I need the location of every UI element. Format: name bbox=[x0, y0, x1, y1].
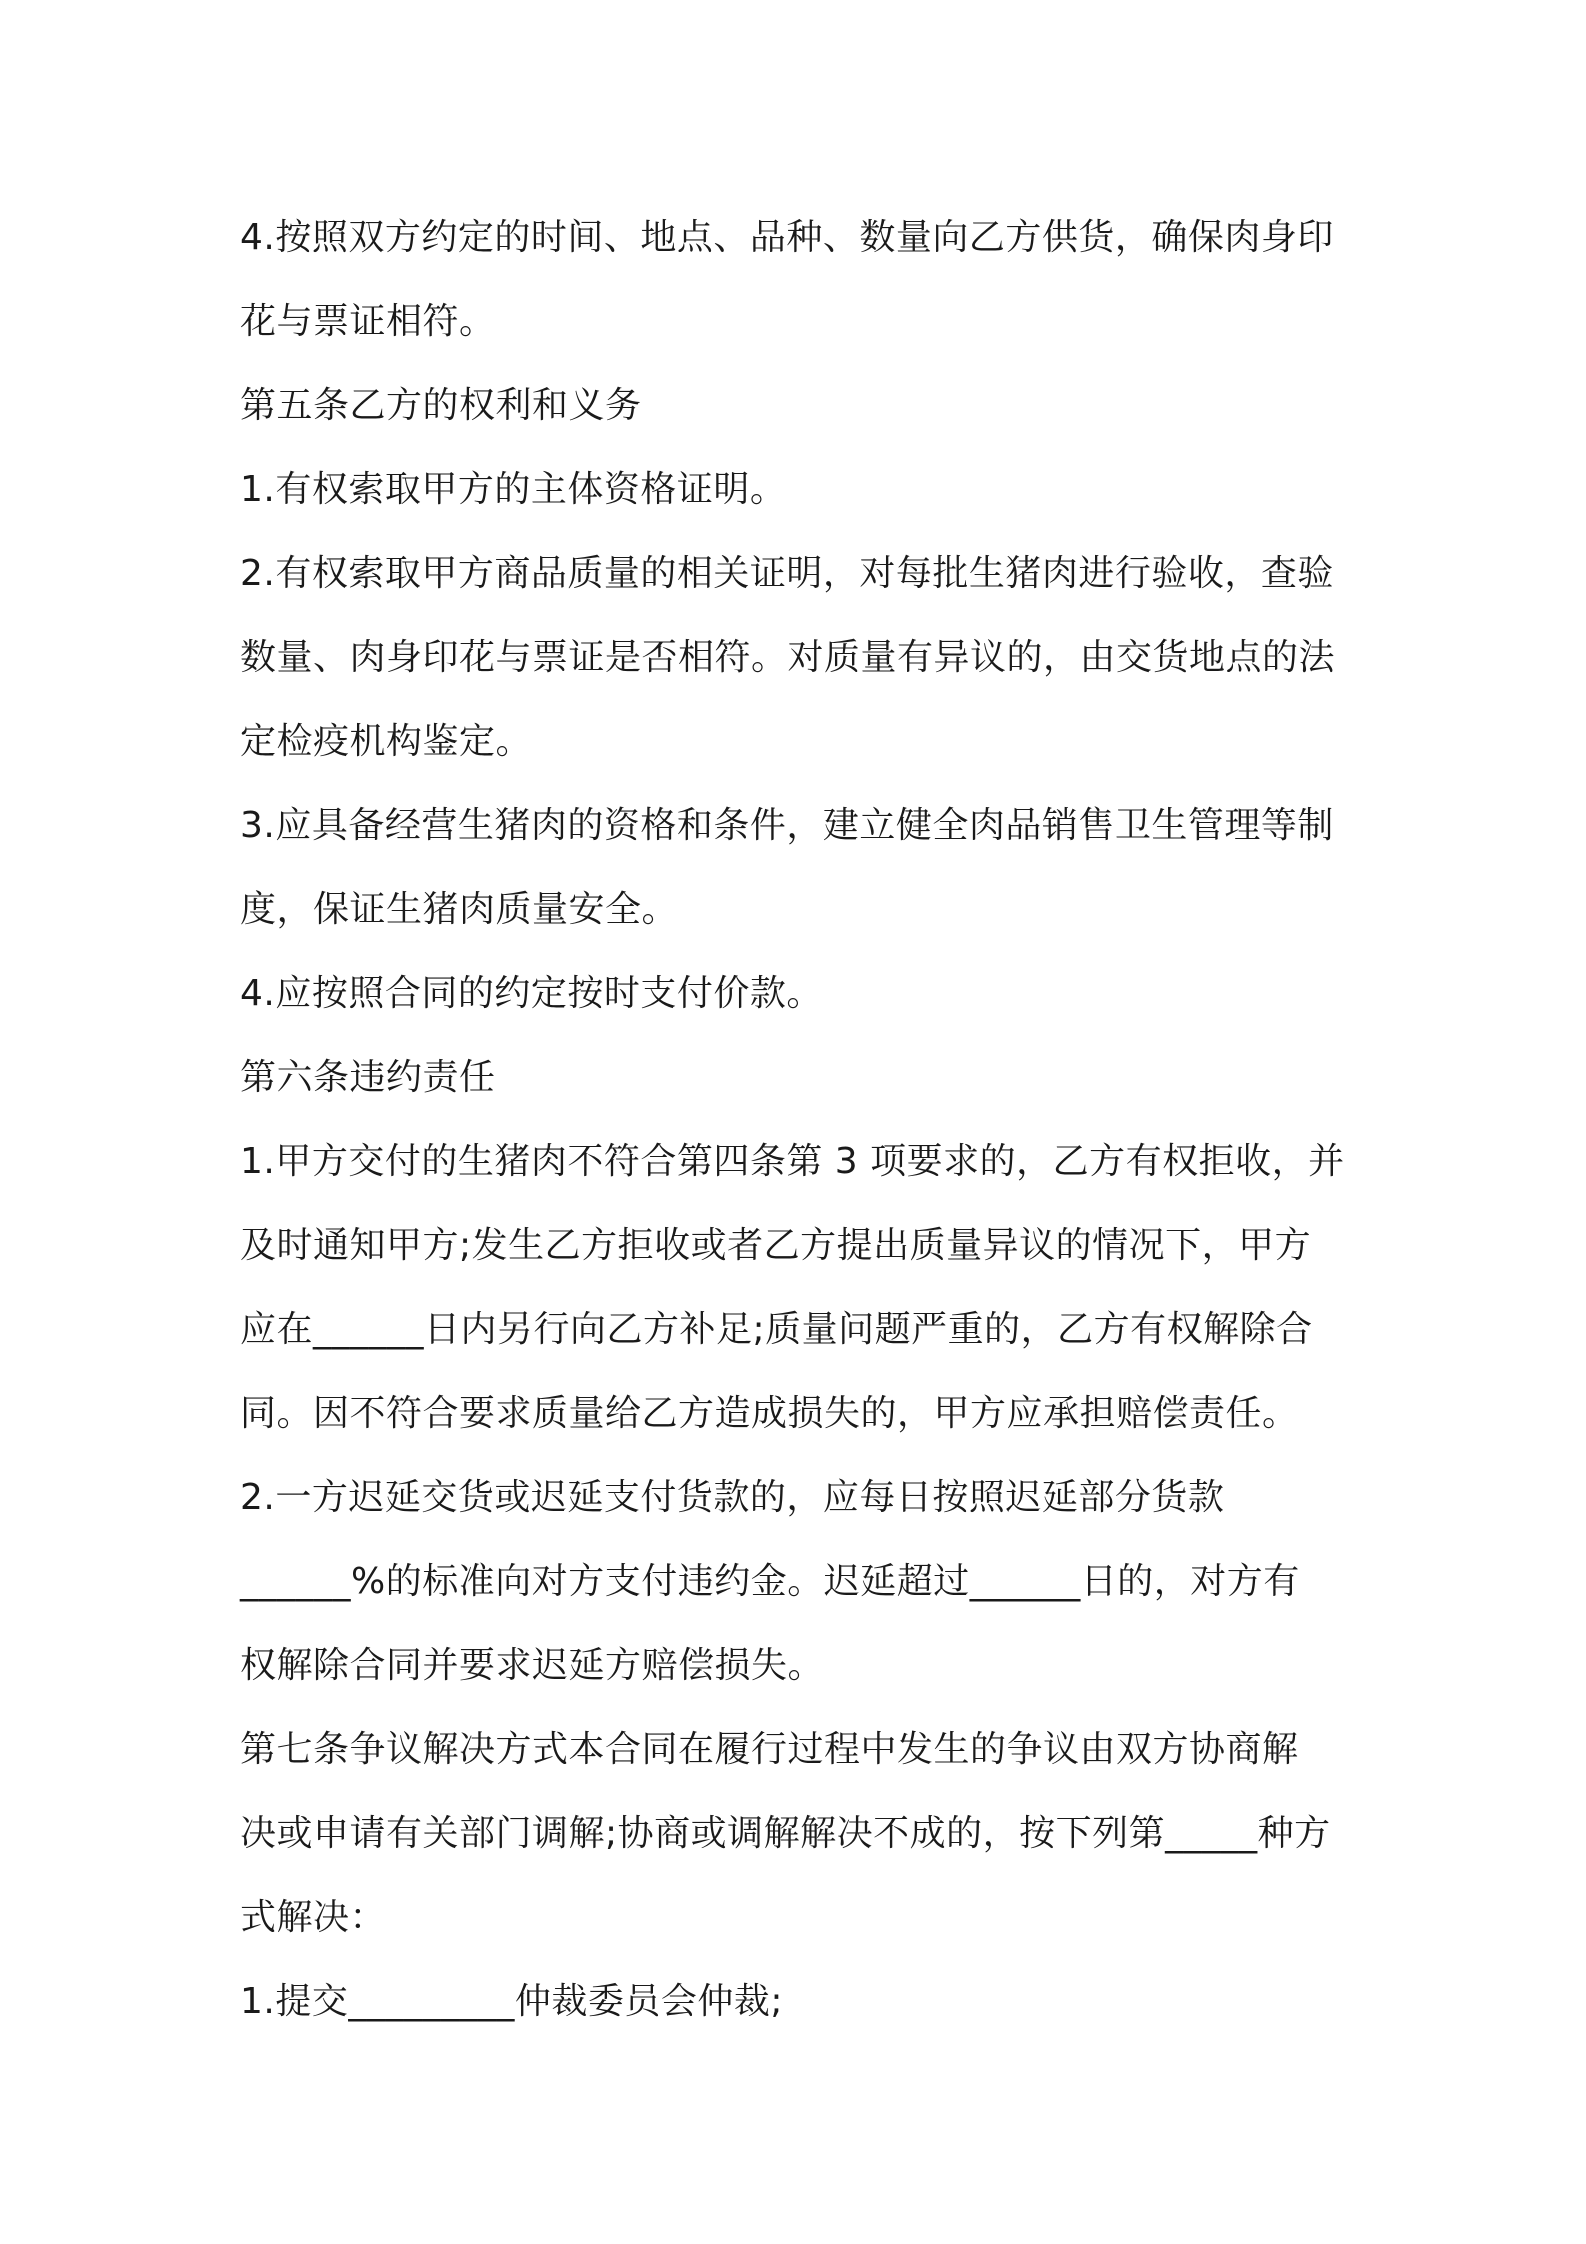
article-6-item-1-line-3: 应在______日内另行向乙方补足;质量问题严重的，乙方有权解除合 bbox=[240, 1309, 1313, 1350]
article-6-item-2-line-3: 权解除合同并要求迟延方赔偿损失。 bbox=[240, 1645, 825, 1686]
article-6-item-1-line-4: 同。因不符合要求质量给乙方造成损失的，甲方应承担赔偿责任。 bbox=[240, 1393, 1299, 1434]
article-7-option-1: 1.提交_________仲裁委员会仲裁; bbox=[240, 1981, 783, 2022]
article-7-line-3: 式解决： bbox=[240, 1897, 387, 1938]
article-6-heading: 第六条违约责任 bbox=[240, 1057, 496, 1098]
article-5-item-1: 1.有权索取甲方的主体资格证明。 bbox=[240, 469, 787, 510]
clause-4-supply-line-1: 4.按照双方约定的时间、地点、品种、数量向乙方供货，确保肉身印 bbox=[240, 217, 1334, 258]
article-6-item-2-line-1: 2.一方迟延交货或迟延支付货款的，应每日按照迟延部分货款 bbox=[240, 1477, 1225, 1518]
article-6-item-2-line-2: ______%的标准向对方支付违约金。迟延超过______日的，对方有 bbox=[240, 1561, 1300, 1602]
article-6-item-1-line-1: 1.甲方交付的生猪肉不符合第四条第 3 项要求的，乙方有权拒收，并 bbox=[240, 1141, 1345, 1182]
article-5-item-3-line-2: 度，保证生猪肉质量安全。 bbox=[240, 889, 679, 930]
article-5-item-3-line-1: 3.应具备经营生猪肉的资格和条件，建立健全肉品销售卫生管理等制 bbox=[240, 805, 1334, 846]
article-6-item-1-line-2: 及时通知甲方;发生乙方拒收或者乙方提出质量异议的情况下，甲方 bbox=[240, 1225, 1312, 1266]
document-body bbox=[240, 196, 1360, 2044]
article-5-item-4: 4.应按照合同的约定按时支付价款。 bbox=[240, 973, 823, 1014]
article-5-item-2-line-1: 2.有权索取甲方商品质量的相关证明，对每批生猪肉进行验收，查验 bbox=[240, 553, 1334, 594]
article-5-heading: 第五条乙方的权利和义务 bbox=[240, 385, 642, 426]
clause-4-supply-line-2: 花与票证相符。 bbox=[240, 301, 496, 342]
article-5-item-2-line-2: 数量、肉身印花与票证是否相符。对质量有异议的，由交货地点的法 bbox=[240, 637, 1336, 678]
article-7-line-1: 第七条争议解决方式本合同在履行过程中发生的争议由双方协商解 bbox=[240, 1729, 1299, 1770]
article-5-item-2-line-3: 定检疫机构鉴定。 bbox=[240, 721, 533, 762]
article-7-line-2: 决或申请有关部门调解;协商或调解解决不成的，按下列第_____种方 bbox=[240, 1813, 1331, 1854]
